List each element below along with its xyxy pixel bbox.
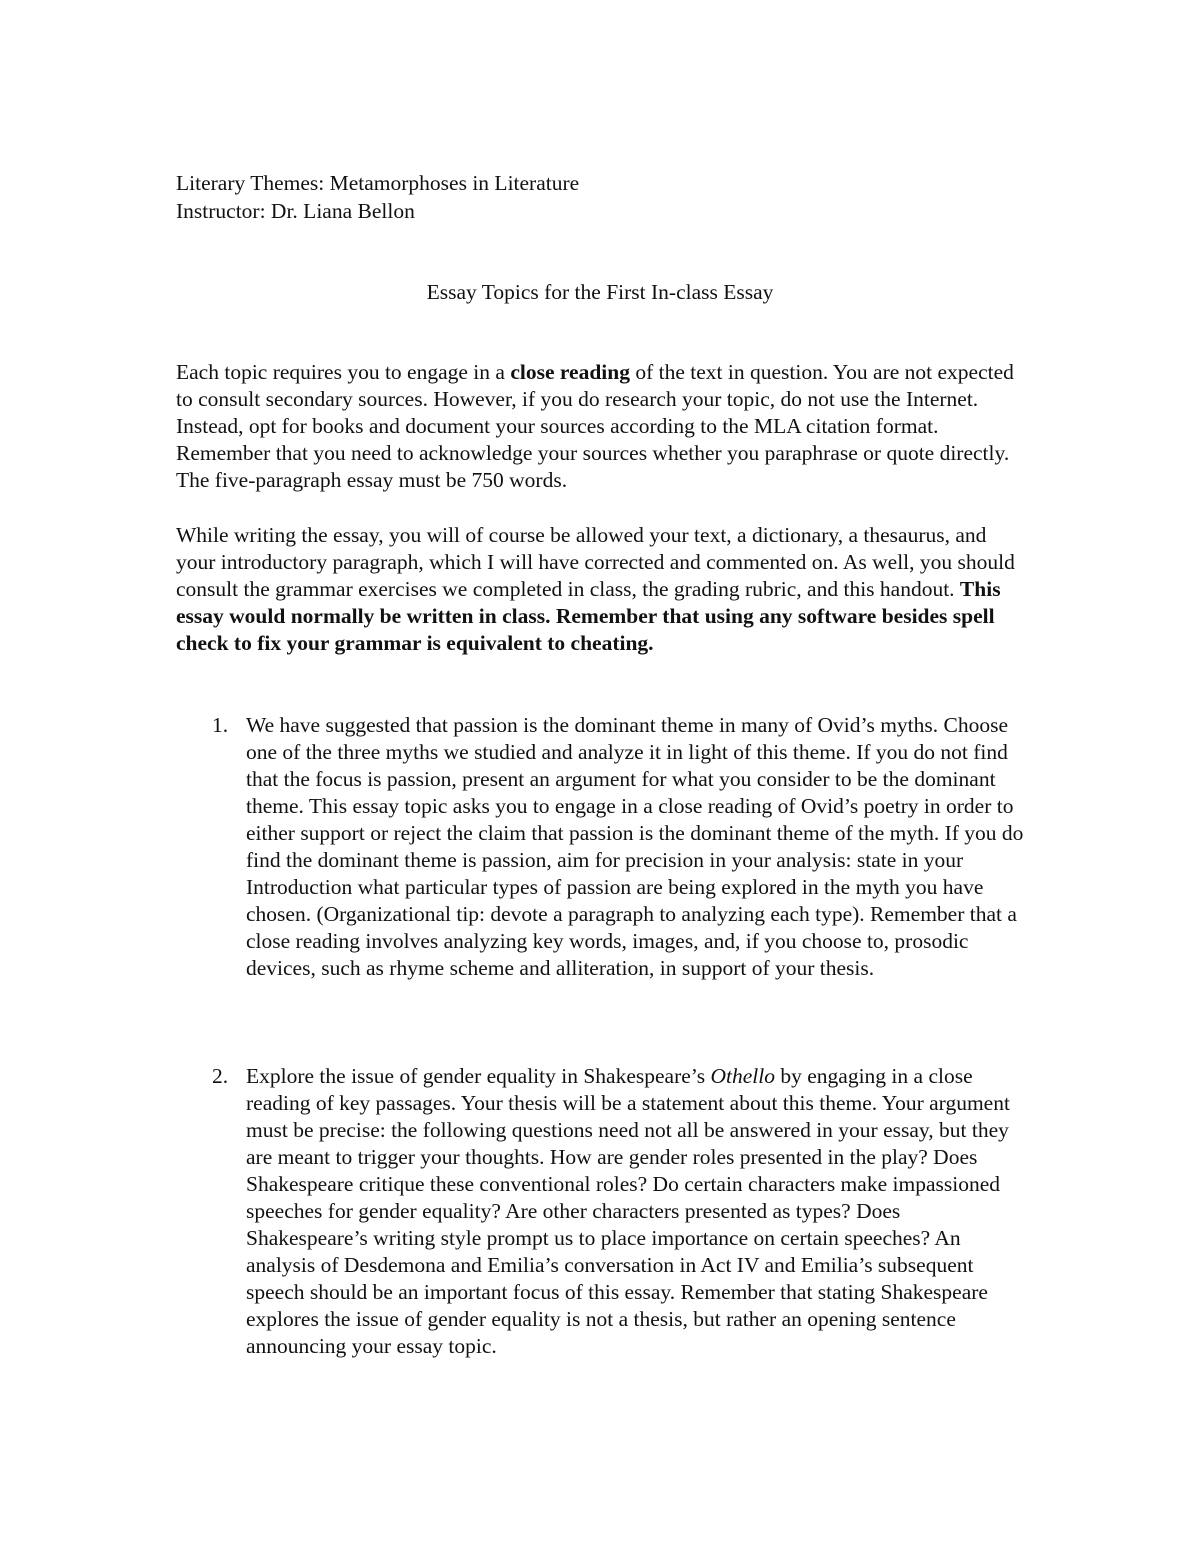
instructor-line: Instructor: Dr. Liana Bellon (176, 199, 415, 223)
intro-p1-text-b: of the text in question. You are not expected to consult secondary sources. However, if you do research your topic, do not use the Internet. Instead, opt for books and document your sources according to the MLA citation format. Remember that you need to acknowledge your sources whether you paraphrase or quote directly. The five-paragraph essay must be 750 words. (176, 360, 1014, 492)
topic-list (176, 712, 1026, 982)
topic-text-italic: Othello (710, 1064, 775, 1088)
list-item (176, 712, 1026, 982)
topic-number: 2. (212, 1064, 229, 1088)
topic-text-b: by engaging in a close reading of key passages. Your thesis will be a statement about this theme. Your argument must be precise: the following questions need not all be answered in your essay, but they are meant to trigger your thoughts. How are gender roles presented in the play? Does Shakespeare critique these conventional roles? Do certain characters make impassioned speeches for gender equality? Are other characters presented as types? Does Shakespeare’s writing style prompt us to place importance on certain speeches? An analysis of Desdemona and Emilia’s conversation in Act IV and Emilia’s subsequent speech should be an important focus of this essay. Remember that stating Shakespeare explores the issue of gender equality is not a thesis, but rather an opening sentence announcing your essay topic. (246, 1064, 1010, 1358)
page-title: Essay Topics for the First In-class Essay (426, 280, 774, 304)
topic-text-a: Explore the issue of gender equality in Shakespeare’s (246, 1064, 711, 1088)
course-title: Literary Themes: Metamorphoses in Literature (176, 171, 580, 195)
intro-p2-text: While writing the essay, you will of course be allowed your text, a dictionary, a thesaurus, and your introductory paragraph, which I will have corrected and commented on. As well, you should consult the grammar exercises we completed in class, the grading rubric, and this handout. (176, 523, 1015, 601)
topic-text: We have suggested that passion is the dominant theme in many of Ovid’s myths. Choose one of the three myths we studied and analyze it in light of this theme. If you do not find that the focus is passion, present an argument for what you consider to be the dominant theme. This essay topic asks you to engage in a close reading of Ovid’s poetry in order to either support or reject the claim that passion is the dominant theme of the myth. If you do find the dominant theme is passion, aim for precision in your analysis: state in your Introduction what particular types of passion are being explored in the myth you have chosen. (Organizational tip: devote a paragraph to analyzing each type). Remember that a close reading involves analyzing key words, images, and, if you choose to, prosodic devices, such as rhyme scheme and alliteration, in support of your thesis. (246, 713, 1024, 980)
list-item (176, 1063, 1026, 1360)
topic-list-2 (176, 1063, 1026, 1360)
intro-p1-text-a: Each topic requires you to engage in a (176, 360, 511, 384)
intro-paragraph-2 (176, 522, 1016, 657)
intro-paragraph-1 (176, 359, 1016, 494)
topic-number: 1. (212, 713, 229, 737)
intro-p2-bold: This essay would normally be written in class. Remember that using any software besides spell check to fix your grammar is equivalent to cheating. (176, 577, 1001, 655)
intro-p1-bold: close reading (510, 360, 630, 384)
